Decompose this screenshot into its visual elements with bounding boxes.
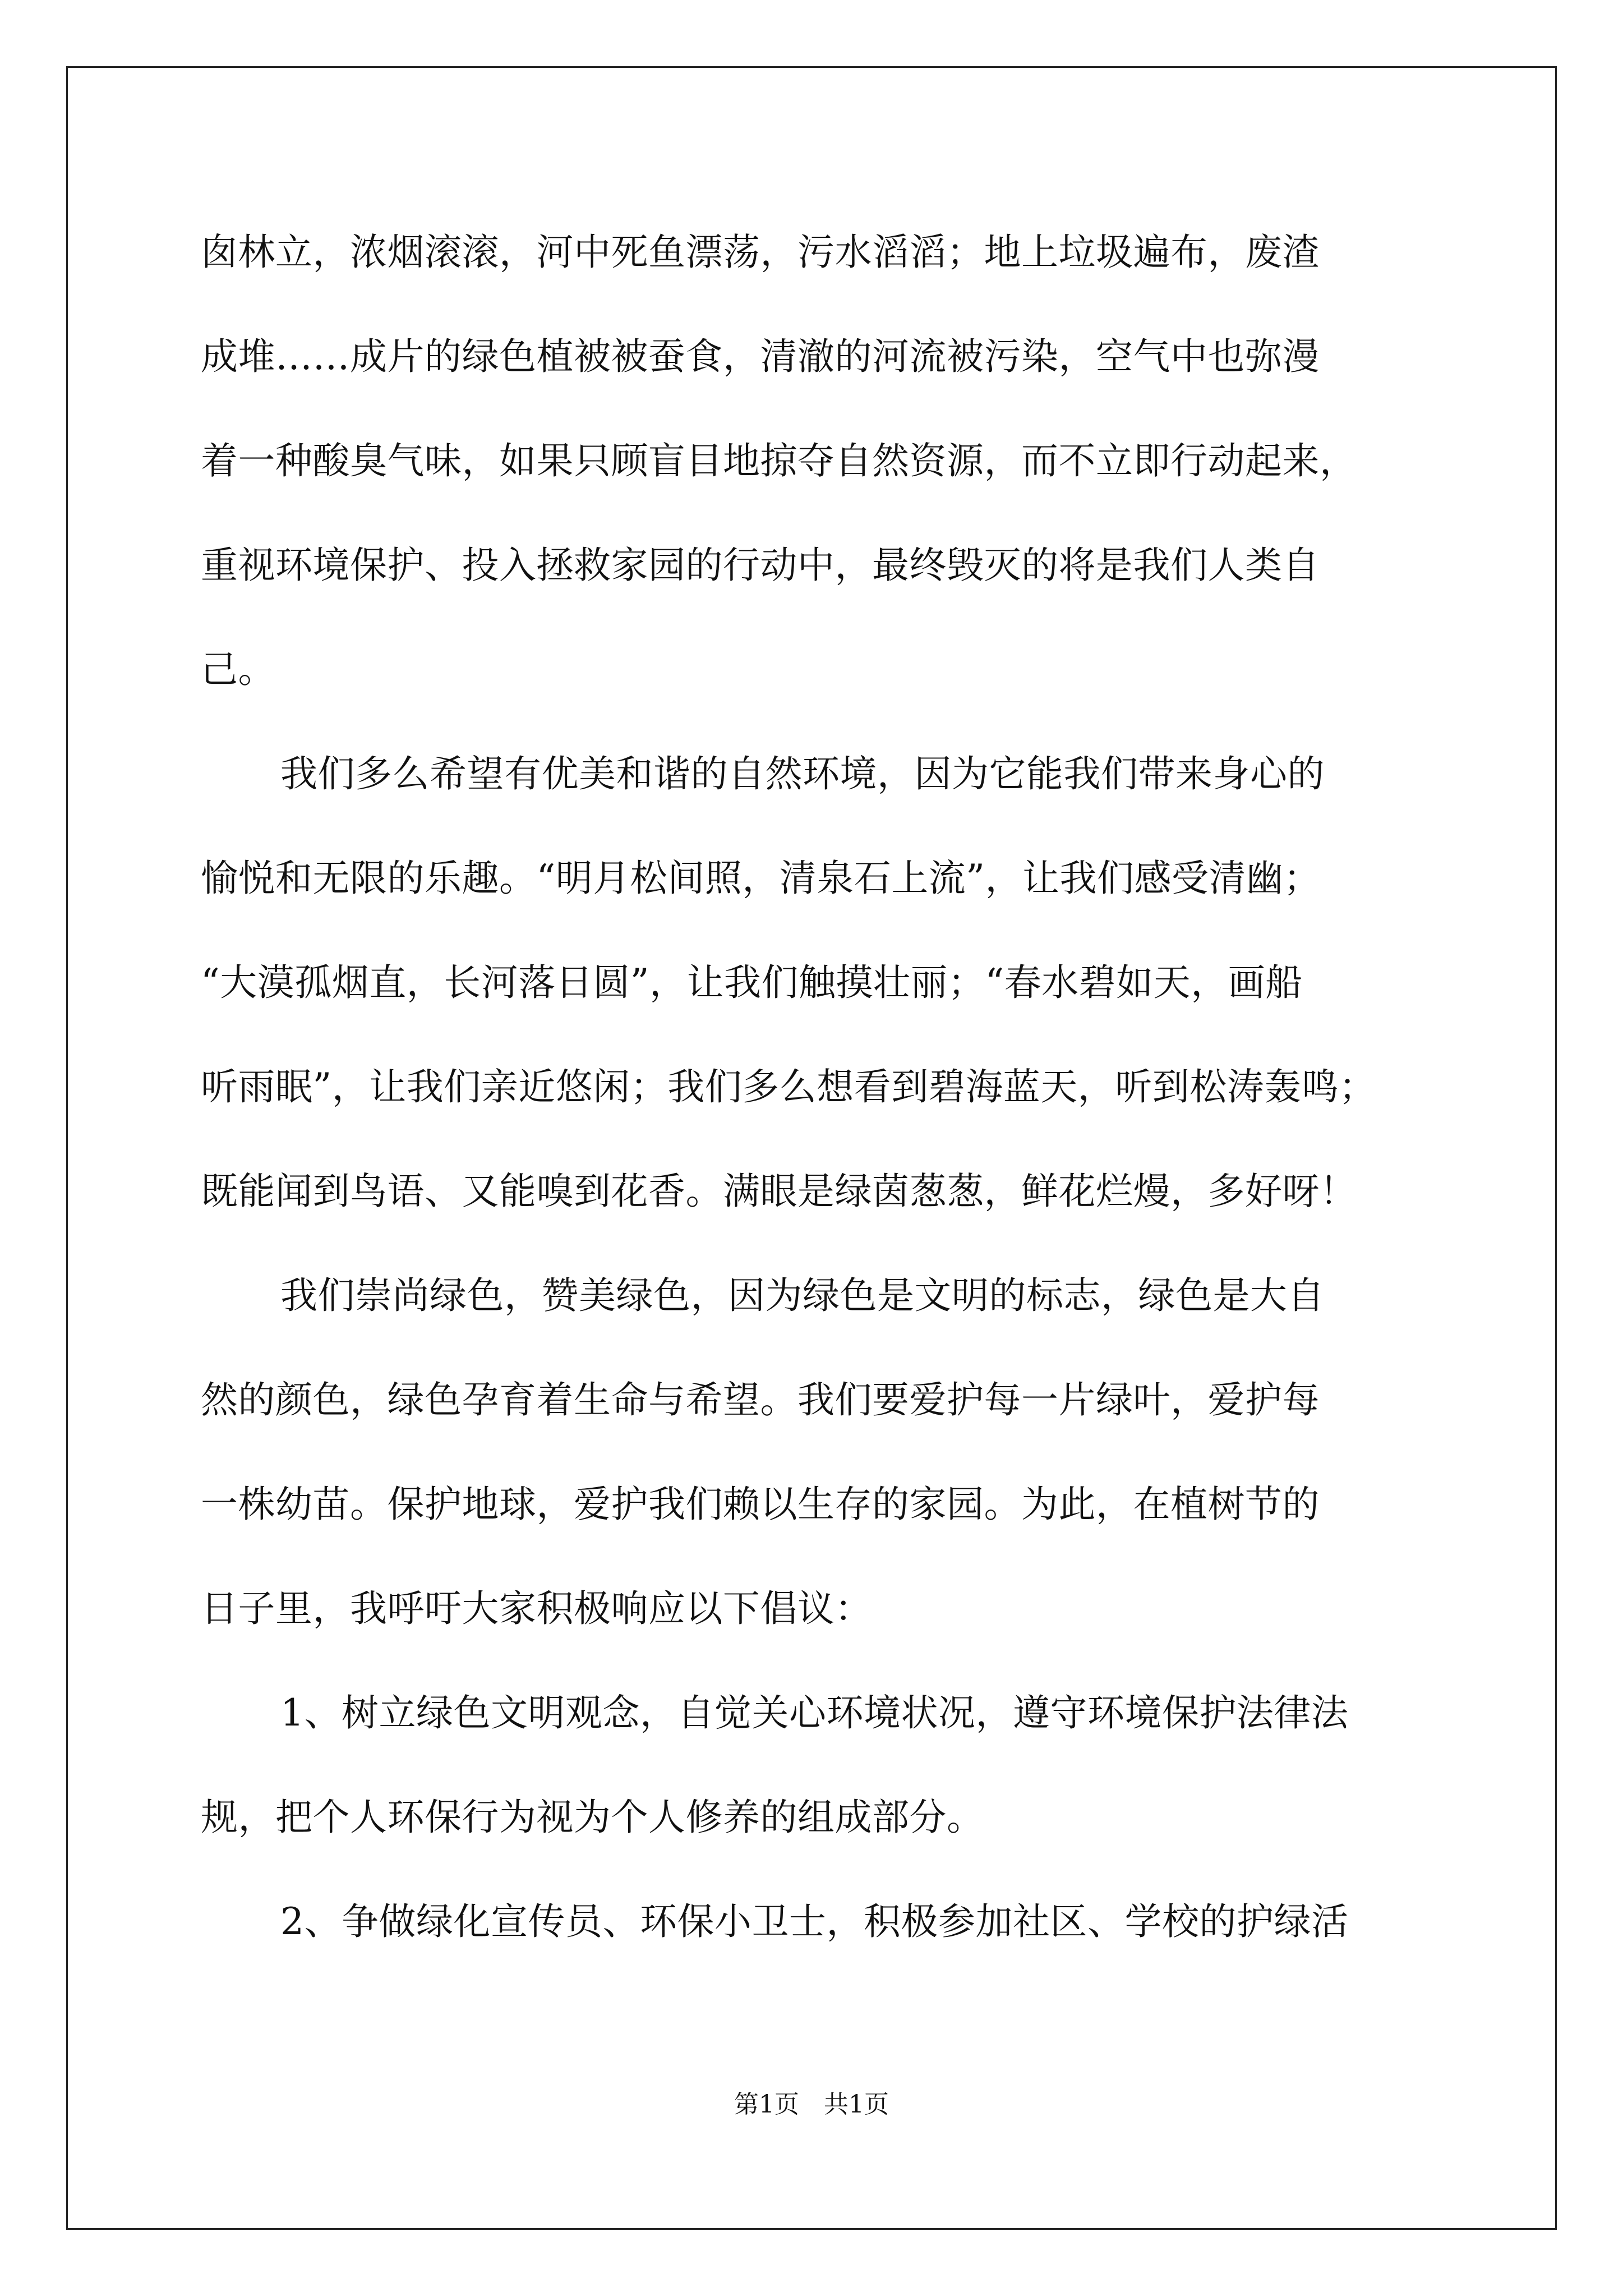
text-line: 着一种酸臭气味，如果只顾盲目地掠夺自然资源，而不立即行动起来， — [201, 439, 1357, 482]
text-line: “大漠孤烟直，长河落日圆”，让我们触摸壮丽；“春水碧如天，画船 — [201, 961, 1303, 1004]
text-line: 听雨眠”，让我们亲近悠闲；我们多么想看到碧海蓝天，听到松涛轰鸣； — [201, 1065, 1376, 1108]
text-line: 己。 — [201, 648, 275, 691]
text-line: 愉悦和无限的乐趣。“明月松间照，清泉石上流”，让我们感受清幽； — [201, 857, 1321, 900]
text-line: 规，把个人环保行为视为个人修养的组成部分。 — [201, 1796, 984, 1839]
text-line: 囱林立，浓烟滚滚，河中死鱼漂荡，污水滔滔；地上垃圾遍布，废渣 — [201, 231, 1320, 274]
text-line: 成堆……成片的绿色植被被蚕食，清澈的河流被污染，空气中也弥漫 — [201, 335, 1320, 378]
text-line: 日子里，我呼吁大家积极响应以下倡议： — [201, 1587, 872, 1630]
paragraph-start-line: 我们多么希望有优美和谐的自然环境，因为它能我们带来身心的 — [280, 752, 1325, 795]
text-line: 然的颜色，绿色孕育着生命与希望。我们要爱护每一片绿叶，爱护每 — [201, 1378, 1320, 1421]
list-item-line: 2、争做绿化宣传员、环保小卫士，积极参加社区、学校的护绿活 — [280, 1900, 1349, 1943]
text-line: 既能闻到鸟语、又能嗅到花香。满眼是绿茵葱葱，鲜花烂熳，多好呀！ — [201, 1170, 1357, 1213]
page-footer: 第1页 共1页 — [734, 2090, 889, 2119]
paragraph-start-line: 我们崇尚绿色，赞美绿色，因为绿色是文明的标志，绿色是大自 — [280, 1274, 1325, 1317]
document-body — [201, 200, 1429, 1974]
list-item-line: 1、树立绿色文明观念，自觉关心环境状况，遵守环境保护法律法 — [280, 1691, 1349, 1734]
text-line: 重视环境保护、投入拯救家园的行动中，最终毁灭的将是我们人类自 — [201, 544, 1320, 587]
text-line: 一株幼苗。保护地球，爱护我们赖以生存的家园。为此，在植树节的 — [201, 1483, 1320, 1526]
